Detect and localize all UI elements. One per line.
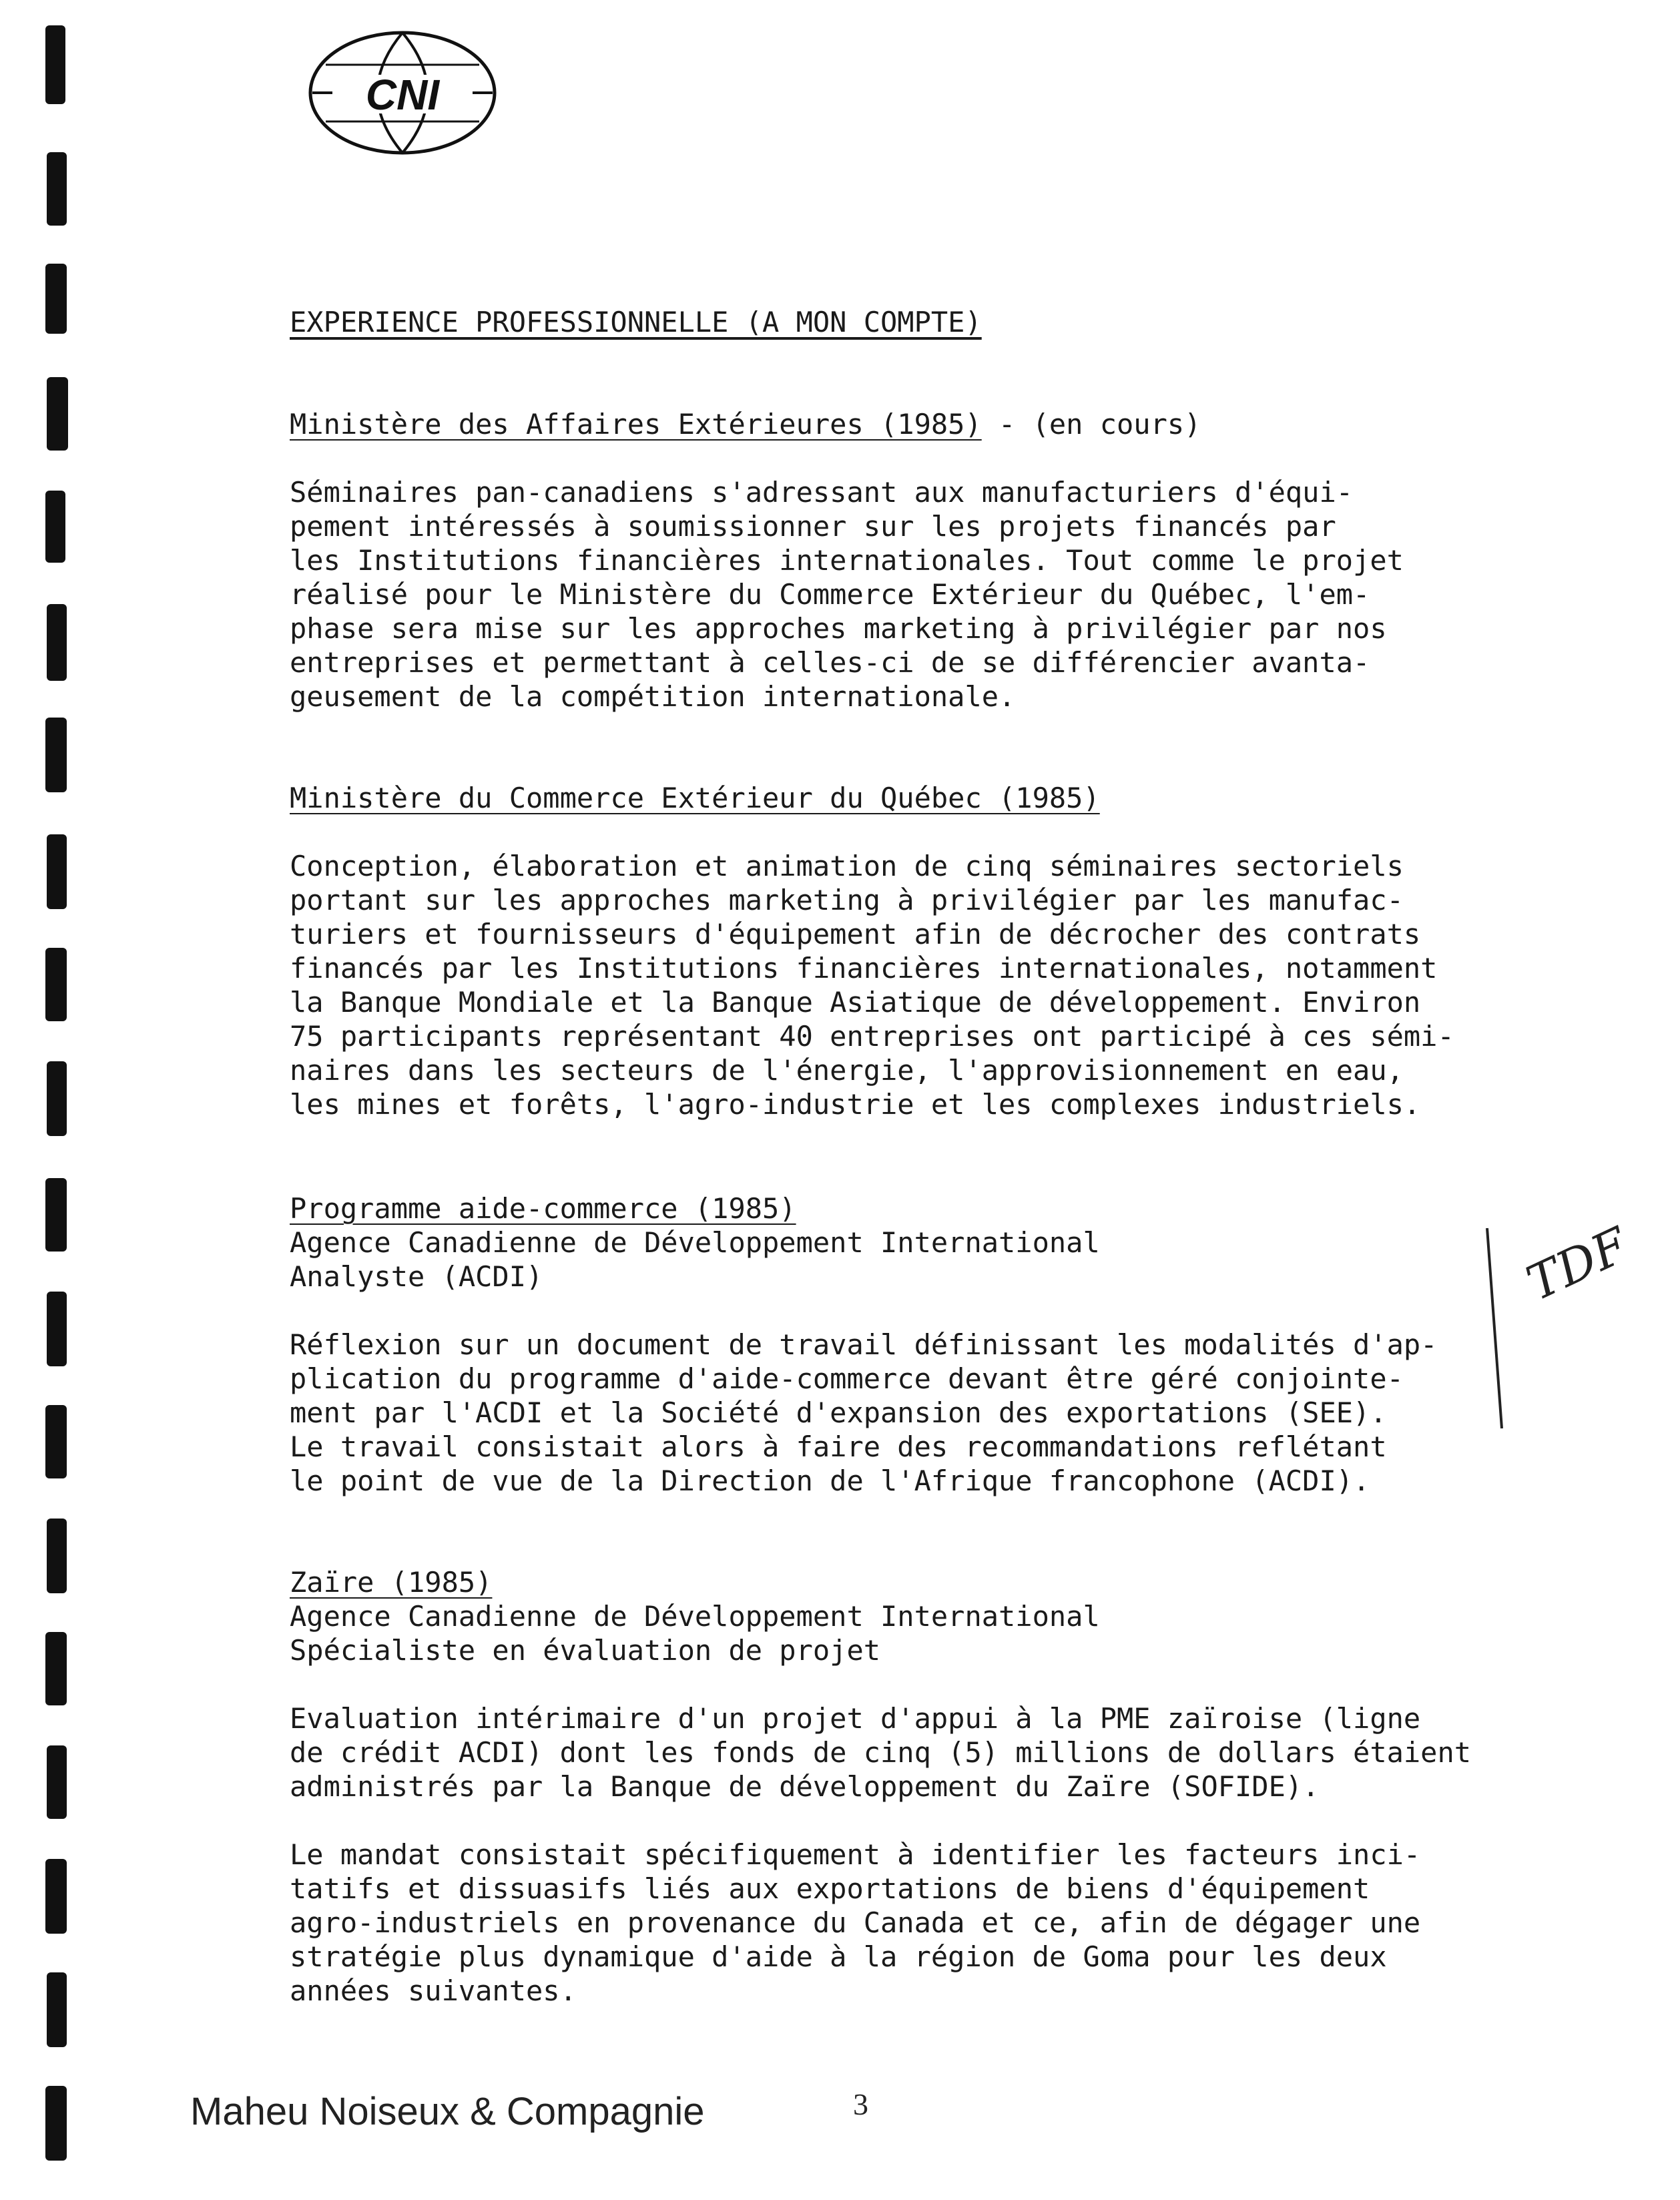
role-line: Analyste (ACDI) — [290, 1260, 543, 1293]
paragraph — [290, 1701, 1504, 1804]
text-line: Conception, élaboration et animation de cinq séminaires sectoriels — [290, 850, 1404, 882]
text-line: entreprises et permettant à celles-ci de se différencier avanta- — [290, 646, 1370, 679]
text-line: administrés par la Banque de développement du Zaïre (SOFIDE). — [290, 1770, 1320, 1803]
paragraph — [290, 849, 1504, 1121]
paragraph — [290, 1328, 1504, 1498]
text-line: financés par les Institutions financières internationales, notamment — [290, 952, 1438, 985]
organization-line: Agence Canadienne de Développement International — [290, 1600, 1100, 1633]
section-title: Ministère du Commerce Extérieur du Québec (1985) — [290, 782, 1100, 814]
text-line: tatifs et dissuasifs liés aux exportations de biens d'équipement — [290, 1872, 1370, 1905]
organization-line: Agence Canadienne de Développement International — [290, 1226, 1100, 1259]
binder-holes — [0, 0, 93, 2200]
experience-section-4 — [290, 1565, 1504, 2008]
section-title: Ministère des Affaires Extérieures (1985) — [290, 408, 982, 441]
paragraph — [290, 1838, 1504, 2008]
text-line: turiers et fournisseurs d'équipement afin de décrocher des contrats — [290, 918, 1421, 950]
text-line: Le travail consistait alors à faire des recommandations reflétant — [290, 1430, 1387, 1463]
text-line: la Banque Mondiale et la Banque Asiatique de développement. Environ — [290, 986, 1421, 1019]
text-line: geusement de la compétition internationale. — [290, 680, 1016, 713]
text-line: Evaluation intérimaire d'un projet d'appui à la PME zaïroise (ligne — [290, 1702, 1421, 1735]
logo-text: CNI — [365, 71, 440, 119]
section-title: Zaïre (1985) — [290, 1566, 493, 1599]
text-line: de crédit ACDI) dont les fonds de cinq (5) millions de dollars étaient — [290, 1736, 1472, 1769]
text-line: les mines et forêts, l'agro-industrie et les complexes industriels. — [290, 1088, 1421, 1121]
text-line: années suivantes. — [290, 1974, 577, 2007]
text-line: réalisé pour le Ministère du Commerce Extérieur du Québec, l'em- — [290, 578, 1370, 611]
page-number: 3 — [853, 2087, 868, 2121]
section-title: Programme aide-commerce (1985) — [290, 1192, 796, 1225]
text-line: ment par l'ACDI et la Société d'expansion des exportations (SEE). — [290, 1396, 1387, 1429]
text-line: Réflexion sur un document de travail définissant les modalités d'ap- — [290, 1328, 1438, 1361]
margin-note-text: TDF — [1518, 1216, 1637, 1312]
text-line: 75 participants représentant 40 entreprises ont participé à ces sémi- — [290, 1020, 1454, 1053]
experience-section-1 — [290, 407, 1504, 714]
footer-firm-name: Maheu Noiseux & Compagnie — [190, 2090, 705, 2133]
text-line: les Institutions financières internationales. Tout comme le projet — [290, 544, 1404, 577]
text-line: le point de vue de la Direction de l'Afrique francophone (ACDI). — [290, 1464, 1370, 1497]
text-line: pement intéressés à soumissionner sur les projets financés par — [290, 510, 1336, 543]
text-line: agro-industriels en provenance du Canada et ce, afin de dégager une — [290, 1906, 1421, 1939]
role-line: Spécialiste en évaluation de projet — [290, 1634, 881, 1667]
text-line: naires dans les secteurs de l'énergie, l'approvisionnement en eau, — [290, 1054, 1404, 1087]
text-line: phase sera mise sur les approches marketing à privilégier par nos — [290, 612, 1387, 645]
section-heading: EXPERIENCE PROFESSIONNELLE (A MON COMPTE) — [290, 306, 982, 338]
text-line: plication du programme d'aide-commerce devant être géré conjointe- — [290, 1362, 1404, 1395]
text-line: Séminaires pan-canadiens s'adressant aux manufacturiers d'équi- — [290, 476, 1354, 509]
experience-section-2 — [290, 781, 1504, 1121]
paragraph — [290, 475, 1504, 714]
experience-section-3 — [290, 1191, 1504, 1498]
cni-globe-logo — [306, 28, 499, 158]
handwritten-margin-note — [1482, 1215, 1642, 1455]
text-line: Le mandat consistait spécifiquement à identifier les facteurs inci- — [290, 1838, 1421, 1871]
section-title-suffix: - (en cours) — [981, 408, 1201, 441]
text-line: portant sur les approches marketing à privilégier par les manufac- — [290, 884, 1404, 916]
text-line: stratégie plus dynamique d'aide à la région de Goma pour les deux — [290, 1940, 1387, 1973]
